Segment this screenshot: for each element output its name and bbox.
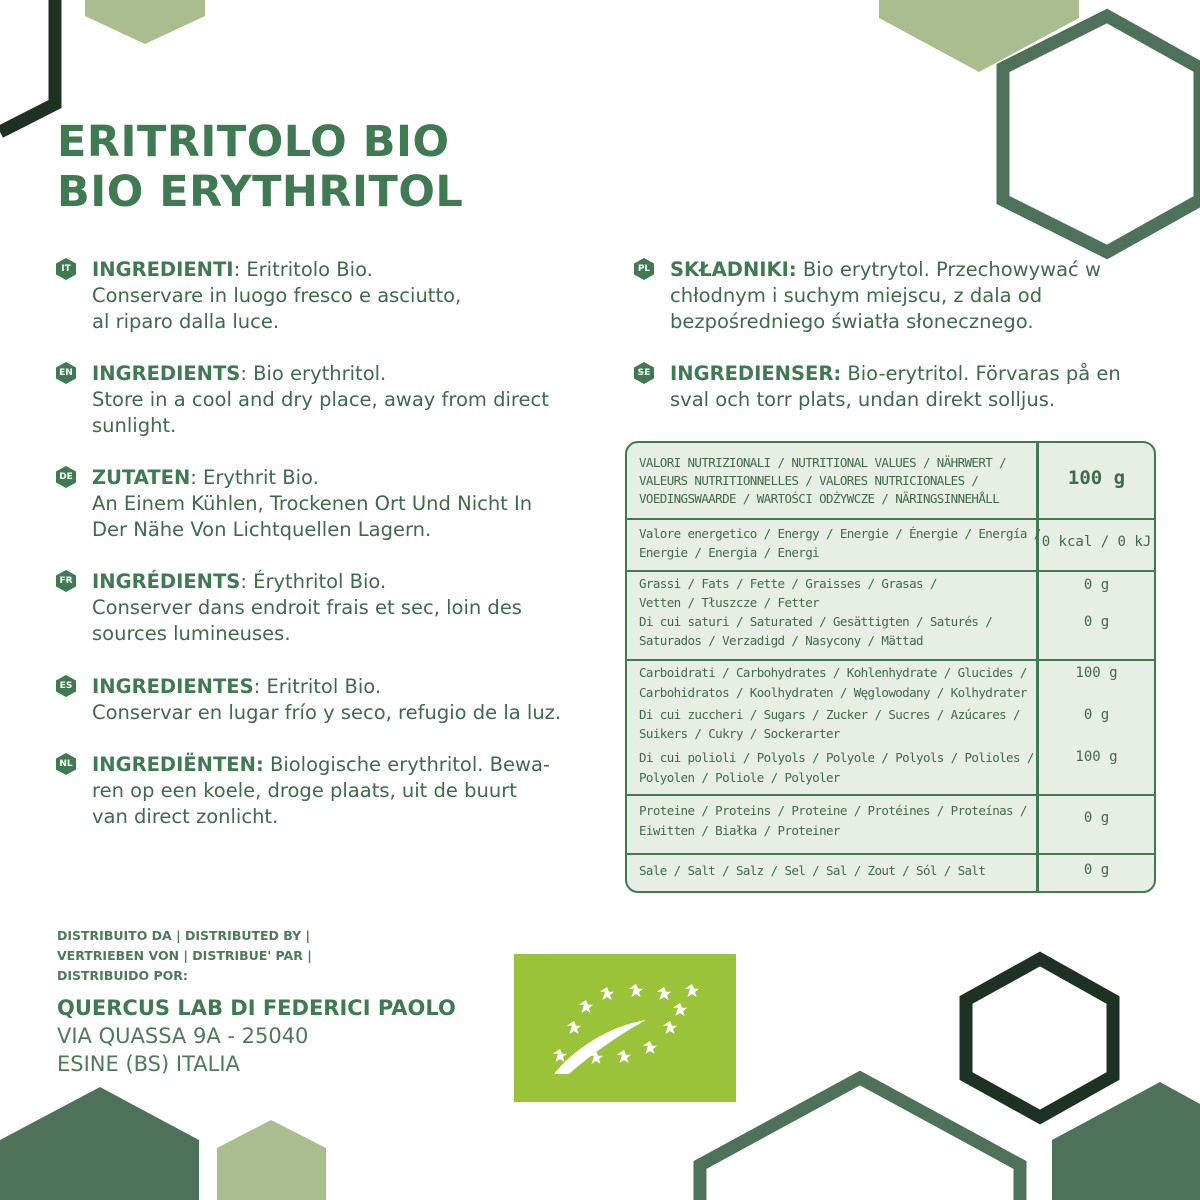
row-label: Sale / Salt / Salz / Sel / Sal / Zout / Sól / Salt (639, 863, 986, 878)
title-english: BIO ERYTHRITOL (57, 167, 464, 217)
row-value: 0 g (1083, 707, 1110, 723)
table-header-row (627, 443, 1154, 520)
hexagon-outline (966, 959, 1113, 1117)
language-badge: DE (55, 466, 77, 488)
row-label: Vetten / Tłuszcze / Fetter (639, 595, 820, 610)
row-value: 100 g (1075, 749, 1118, 765)
table-row-salt (627, 853, 1154, 893)
ingredients-de: DE ZUTATEN: Erythrit Bio. An Einem Kühlen, Trockenen Ort Und Nicht In Der Nähe Von Lichtquellen Lagern. (55, 465, 595, 543)
ingredients-pl: PL SKŁADNIKI: Bio erytrytol. Przechowywać w chłodnym i suchym miejscu, z dala od bezpośredniego światła słonecznego. (633, 257, 1173, 335)
ingredients-es: ES INGREDIENTES: Eritritol Bio. Conservar en lugar frío y seco, refugio de la luz. (55, 674, 595, 726)
title-italian: ERITRITOLO BIO (57, 117, 450, 167)
eu-organic-logo (514, 954, 736, 1102)
row-label: Suikers / Cukry / Sockerarter (639, 726, 840, 741)
row-value: 0 g (1083, 577, 1110, 593)
ingredients-it: IT INGREDIENTI: Eritritolo Bio. Conservare in luogo fresco e asciutto, al riparo dalla luce. (55, 257, 595, 335)
ingredients-en: EN INGREDIENTS: Bio erythritol. Store in a cool and dry place, away from direct sunlight. (55, 361, 595, 439)
row-label: Proteine / Proteins / Proteine / Protéines / Proteínas / (639, 803, 1027, 818)
distributor-label: DISTRIBUITO DA | DISTRIBUTED BY | VERTRIEBEN VON | DISTRIBUE' PAR | DISTRIBUIDO POR: (57, 928, 312, 983)
hexagon-shape (0, 1087, 199, 1200)
table-header-label: VOEDINGSWAARDE / WARTOŚCI ODŻYWCZE / NÄRINGSINNEHÅLL (639, 491, 1000, 506)
hexagon-shape (217, 1120, 326, 1200)
row-value: 0 g (1083, 614, 1110, 630)
hexagon-outline (0, 0, 55, 132)
row-label: Di cui zuccheri / Sugars / Zucker / Sucres / Azúcares / (639, 707, 1020, 722)
table-header-value: 100 g (1067, 467, 1126, 489)
row-value: 0 g (1083, 810, 1110, 826)
eu-organic-leaf-icon (514, 954, 736, 1102)
language-badge: SE (633, 362, 655, 384)
table-row-energy (627, 518, 1154, 572)
language-badge: EN (55, 362, 77, 384)
language-badge: IT (55, 258, 77, 280)
row-value: 100 g (1075, 665, 1118, 681)
row-label: Energie / Energia / Energi (639, 545, 820, 560)
table-row-fats (627, 570, 1154, 661)
row-label: Di cui polioli / Polyols / Polyole / Polyols / Polioles / (639, 750, 1034, 765)
table-row-protein (627, 794, 1154, 855)
language-badge: PL (633, 258, 655, 280)
nutrition-table (625, 441, 1156, 893)
row-label: Eiwitten / Białka / Proteiner (639, 823, 840, 838)
company-name: QUERCUS LAB DI FEDERICI PAOLO (57, 996, 456, 1020)
row-label: Di cui saturi / Saturated / Gesättigten / Saturés / (639, 614, 993, 629)
ingredients-fr: FR INGRÉDIENTS: Érythritol Bio. Conserver dans endroit frais et sec, loin des sources lumineuses. (55, 569, 595, 647)
row-label: Grassi / Fats / Fette / Graisses / Grasas / (639, 576, 937, 591)
ingredients-nl: NL INGREDIËNTEN: Biologische erythritol. Bewa- ren op een koele, droge plaats, uit de buurt van direct zonlicht. (55, 752, 595, 830)
address-line: ESINE (BS) ITALIA (57, 1052, 240, 1076)
hexagon-outline (1003, 16, 1200, 252)
language-badge: FR (55, 570, 77, 592)
row-label: Saturados / Verzadigd / Nasycony / Mättad (639, 633, 923, 648)
row-label: Carboidrati / Carbohydrates / Kohlenhydrate / Glucides / (639, 665, 1027, 680)
language-badge: ES (55, 675, 77, 697)
hexagon-shape (879, 0, 1079, 72)
row-value: 0 kcal / 0 kJ (1041, 534, 1152, 550)
language-badge: NL (55, 753, 77, 775)
row-label: Carbohidratos / Koolhydraten / Węglowodany / Kolhydrater (639, 685, 1027, 700)
address-line: VIA QUASSA 9A - 25040 (57, 1024, 309, 1048)
table-header-label: VALORI NUTRIZIONALI / NUTRITIONAL VALUES / NÄHRWERT / (639, 455, 1007, 470)
row-label: Polyolen / Poliole / Polyoler (639, 770, 840, 785)
ingredients-se: SE INGREDIENSER: Bio-erytritol. Förvaras på en sval och torr plats, undan direkt solljus. (633, 361, 1173, 413)
row-label: Valore energetico / Energy / Energie / Énergie / Energía / (639, 526, 1041, 541)
table-row-carbs (627, 659, 1154, 796)
hexagon-outline (700, 1078, 1020, 1200)
hexagon-shape (85, 0, 205, 44)
table-header-label: VALEURS NUTRITIONNELLES / VALORES NUTRICIONALES / (639, 473, 979, 488)
row-value: 0 g (1083, 862, 1110, 878)
